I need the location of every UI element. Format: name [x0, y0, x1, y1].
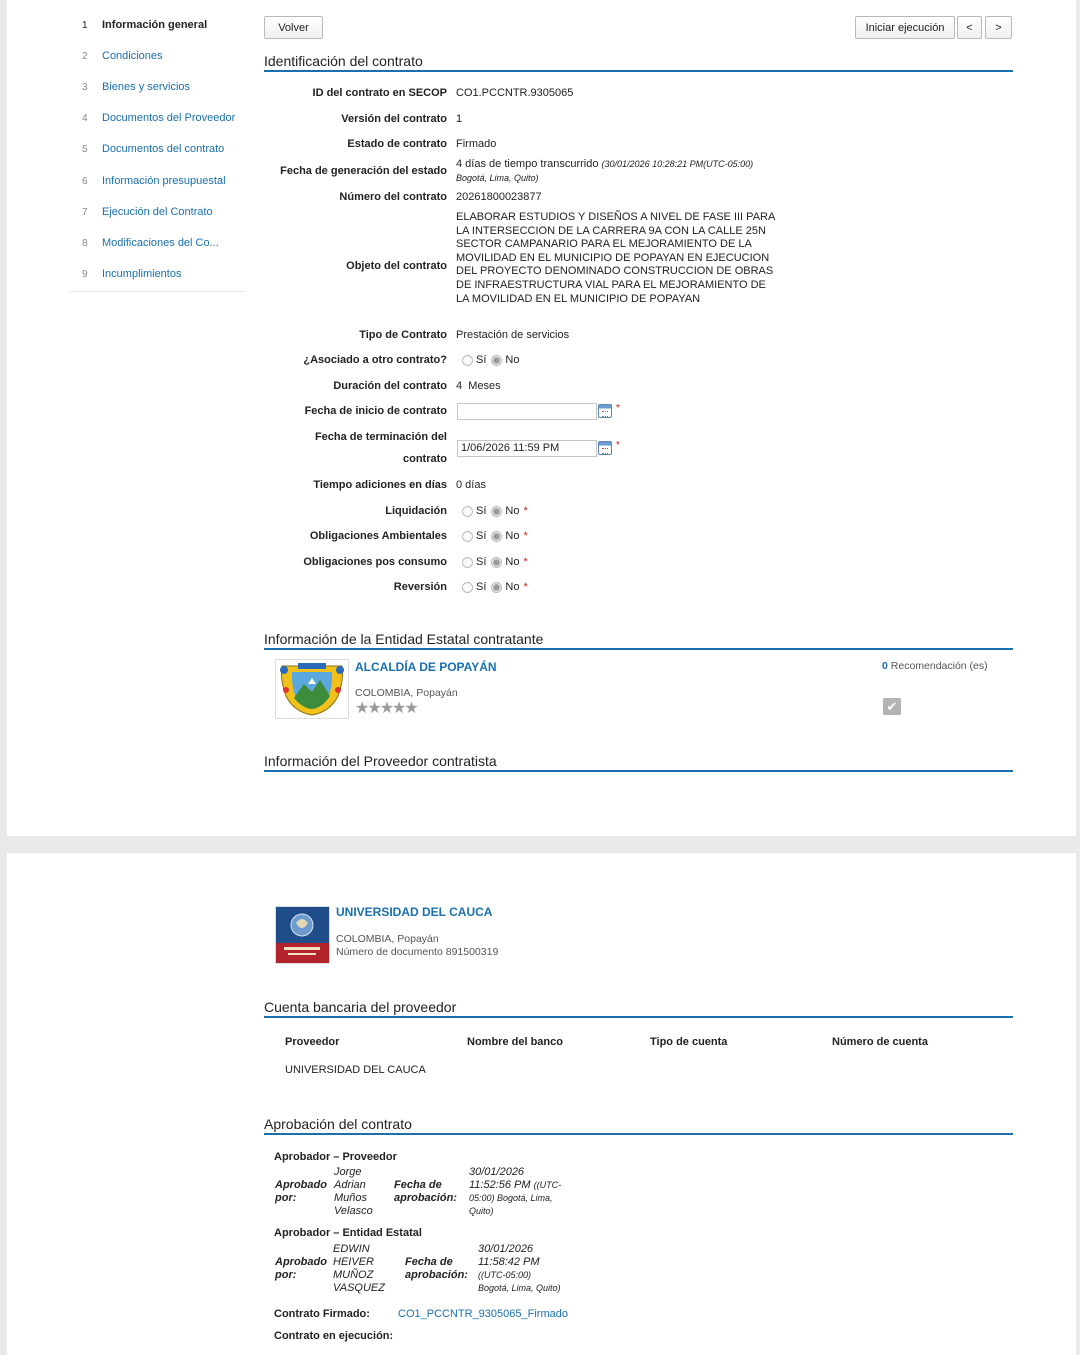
inicio-date-input[interactable]: [457, 403, 597, 420]
approval-date-line: 11:58:42 PM: [478, 1256, 540, 1268]
section-title-aprobacion: Aprobación del contrato: [264, 1116, 1013, 1135]
approval-tz-line: ((UTC-05:00): [478, 1270, 532, 1280]
posconsumo-si-label: Sí: [476, 556, 487, 568]
star-icon: ★: [379, 700, 393, 717]
asociado-no-radio[interactable]: [491, 355, 502, 366]
posconsumo-no-radio[interactable]: [491, 557, 502, 568]
ambientales-label: Obligaciones Ambientales: [309, 530, 447, 542]
approved-by-label: [275, 1179, 327, 1205]
asociado-si-label: Sí: [476, 354, 487, 366]
sidebar-item-informacion-presupuestal[interactable]: 6 Información presupuestal: [82, 175, 226, 187]
approver-entity-title: Aprobador – Entidad Estatal: [274, 1227, 422, 1239]
asociado-no-label: No: [505, 354, 520, 366]
liquidacion-radio-group: [462, 505, 528, 517]
tipo-value: Prestación de servicios: [456, 329, 570, 341]
estado-label: Estado de contrato: [347, 138, 447, 150]
posconsumo-si-radio[interactable]: [462, 557, 473, 568]
duracion-value: [456, 380, 501, 392]
required-mark: *: [616, 440, 620, 451]
sidebar-item-incumplimientos[interactable]: 9 Incumplimientos: [82, 268, 182, 280]
approval-date-line: [469, 1179, 561, 1192]
contract-panel-top: [7, 0, 1076, 836]
section-title-identificacion: Identificación del contrato: [264, 53, 1013, 72]
supplier-approval-date: [469, 1166, 561, 1218]
terminacion-label-1: Fecha de terminación del: [314, 431, 447, 443]
approver-name-line: Velasco: [334, 1205, 373, 1217]
table-cell-proveedor: UNIVERSIDAD DEL CAUCA: [285, 1064, 426, 1076]
back-button[interactable]: Volver: [264, 16, 323, 39]
entity-location: COLOMBIA, Popayán: [355, 687, 458, 699]
column-header-numero: Número de cuenta: [832, 1036, 928, 1048]
objeto-value: ELABORAR ESTUDIOS Y DISEÑOS A NIVEL DE FASE III PARA LA INTERSECCION DE LA CARRERA 9A CON LA CALLE 25N SECTOR CAMPANARIO PARA EL MEJORAMIENTO DE LA MOVILIDAD EN EL MUNICIPIO DE POPAYAN EN EJECUCION DEL PROYECTO DENOMINADO CONSTRUCCION DE OBRAS DE INFRAESTRUCTURA VIAL PARA EL MEJORAMIENTO DE LA MOVILIDAD EN EL MUNICIPIO DE POPAYAN: [456, 211, 775, 305]
required-mark: *: [523, 505, 528, 517]
approved-by-label-1: Aprobado: [275, 1256, 327, 1268]
posconsumo-no-label: No: [505, 556, 520, 568]
reversion-radio-group: [462, 581, 528, 593]
supplier-name-link[interactable]: UNIVERSIDAD DEL CAUCA: [336, 905, 493, 919]
duracion-number: 4: [456, 380, 463, 392]
sidebar-item-ejecucion-contrato[interactable]: 7 Ejecución del Contrato: [82, 206, 213, 218]
fecha-generacion-text: 4 días de tiempo transcurrido: [456, 158, 599, 170]
approver-name-line: HEIVER: [333, 1256, 374, 1268]
entity-logo: [275, 659, 349, 719]
posconsumo-label: Obligaciones pos consumo: [303, 556, 447, 568]
adiciones-label: Tiempo adiciones en días: [313, 479, 447, 491]
sidebar-item-documentos-contrato[interactable]: 5 Documentos del contrato: [82, 143, 225, 155]
universidad-cauca-logo-icon: [276, 907, 329, 963]
contract-panel-bottom: [7, 853, 1076, 1355]
entity-approval-date: [478, 1243, 561, 1295]
calendar-icon[interactable]: [598, 404, 612, 418]
ambientales-no-label: No: [505, 530, 520, 542]
star-icon: ★: [404, 700, 417, 717]
recommendation-label: Recomendación (es): [890, 660, 988, 672]
version-label: Versión del contrato: [341, 113, 447, 125]
inicio-label: Fecha de inicio de contrato: [304, 405, 447, 417]
approver-name-line: VASQUEZ: [333, 1282, 385, 1294]
approval-date-label-2: aprobación:: [405, 1269, 468, 1281]
star-icon: ★: [355, 700, 368, 717]
approver-name-line: EDWIN: [333, 1243, 370, 1255]
approver-supplier-title: Aprobador – Proveedor: [274, 1151, 397, 1163]
approval-tz: ((UTC-: [533, 1180, 562, 1190]
liquidacion-label: Liquidación: [385, 505, 447, 517]
approver-name-line: MUÑOZ: [333, 1269, 374, 1281]
liquidacion-si-label: Sí: [476, 505, 487, 517]
liquidacion-no-label: No: [505, 505, 520, 517]
approved-by-label-2: por:: [275, 1192, 297, 1204]
required-mark: *: [523, 530, 528, 542]
required-mark: *: [616, 403, 620, 414]
version-value: 1: [456, 113, 463, 125]
ambientales-si-radio[interactable]: [462, 531, 473, 542]
approval-tz-line: Quito): [469, 1206, 494, 1216]
estado-value: Firmado: [456, 138, 497, 150]
ambientales-no-radio[interactable]: [491, 531, 502, 542]
prev-button[interactable]: <: [957, 16, 982, 39]
terminacion-date-input[interactable]: 1/06/2026 11:59 PM: [457, 440, 597, 457]
supplier-location: COLOMBIA, Popayán: [336, 933, 439, 945]
approval-date-line: 30/01/2026: [478, 1243, 534, 1255]
fecha-generacion-value: [456, 158, 753, 170]
fecha-generacion-tz: Bogotá, Lima, Quito): [456, 173, 539, 183]
popayan-coat-of-arms-icon: [276, 660, 348, 718]
star-icon: ★: [392, 700, 405, 717]
start-execution-button[interactable]: Iniciar ejecución: [855, 16, 955, 39]
asociado-label: ¿Asociado a otro contrato?: [303, 354, 447, 366]
approver-name-line: Adrian: [334, 1179, 366, 1191]
sidebar-divider: [69, 291, 245, 292]
approver-name-line: Muños: [334, 1192, 368, 1204]
reversion-no-label: No: [505, 581, 520, 593]
sidebar-item-modificaciones[interactable]: 8 Modificaciones del Co...: [82, 237, 219, 249]
approval-tz-line: Bogotá, Lima, Quito): [478, 1283, 561, 1293]
fecha-generacion-detail: (30/01/2026 10:28:21 PM(UTC-05:00): [601, 159, 754, 169]
approved-by-label-1: Aprobado: [275, 1179, 327, 1191]
terminacion-label-2: contrato: [403, 453, 447, 465]
recommendation-count[interactable]: 0: [882, 660, 888, 672]
duracion-unit: Meses: [468, 380, 501, 392]
execution-contract-label: Contrato en ejecución:: [274, 1330, 394, 1342]
objeto-label: Objeto del contrato: [346, 260, 447, 272]
asociado-si-radio[interactable]: [462, 355, 473, 366]
id-contrato-value: CO1.PCCNTR.9305065: [456, 87, 574, 99]
ambientales-si-label: Sí: [476, 530, 487, 542]
id-contrato-label: ID del contrato en SECOP: [312, 87, 447, 99]
ambientales-radio-group: [462, 530, 528, 542]
posconsumo-radio-group: [462, 556, 528, 568]
signed-contract-link[interactable]: CO1_PCCNTR_9305065_Firmado: [398, 1308, 568, 1320]
reversion-no-radio[interactable]: [491, 582, 502, 593]
fecha-generacion-label: Fecha de generación del estado: [280, 165, 447, 177]
sidebar-item-documentos-proveedor[interactable]: 4 Documentos del Proveedor: [82, 112, 236, 124]
approval-date-label-1: Fecha de: [405, 1256, 453, 1268]
liquidacion-si-radio[interactable]: [462, 506, 473, 517]
approved-by-label: [275, 1256, 327, 1282]
adiciones-value: 0 días: [456, 479, 486, 491]
section-title-proveedor: Información del Proveedor contratista: [264, 753, 1013, 772]
asociado-radio-group: [462, 354, 519, 366]
reversion-si-radio[interactable]: [462, 582, 473, 593]
required-mark: *: [523, 556, 528, 568]
reversion-label: Reversión: [393, 581, 447, 593]
checkmark-icon[interactable]: ✔: [883, 698, 901, 715]
signed-contract-label: Contrato Firmado:: [274, 1308, 370, 1320]
entity-name-link[interactable]: ALCALDÍA DE POPAYÁN: [355, 660, 497, 674]
next-button[interactable]: >: [985, 16, 1012, 39]
approval-date-label: [405, 1256, 468, 1282]
supplier-logo: [275, 906, 330, 964]
sidebar-item-informacion-general[interactable]: 1 Información general: [82, 19, 208, 31]
approver-name-line: Jorge: [334, 1166, 362, 1178]
section-title-entidad: Información de la Entidad Estatal contratante: [264, 631, 1013, 650]
numero-value: 20261800023877: [456, 191, 542, 203]
liquidacion-no-radio[interactable]: [491, 506, 502, 517]
recommendations: [882, 660, 988, 672]
supplier-document: Número de documento 891500319: [336, 946, 499, 958]
approval-date-line: 30/01/2026: [469, 1166, 525, 1178]
duracion-label: Duración del contrato: [333, 380, 447, 392]
tipo-label: Tipo de Contrato: [359, 329, 447, 341]
approved-by-label-2: por:: [275, 1269, 297, 1281]
approval-tz-line: 05:00) Bogotá, Lima,: [469, 1193, 553, 1203]
approval-date-label: [394, 1179, 457, 1205]
sidebar-item-condiciones[interactable]: 2 Condiciones: [82, 50, 163, 62]
sidebar-item-bienes-servicios[interactable]: 3 Bienes y servicios: [82, 81, 191, 93]
column-header-banco: Nombre del banco: [467, 1036, 563, 1048]
numero-label: Número del contrato: [339, 191, 447, 203]
entity-rating: [355, 698, 417, 718]
supplier-approver-name: [334, 1166, 373, 1218]
required-mark: *: [523, 581, 528, 593]
reversion-si-label: Sí: [476, 581, 487, 593]
calendar-icon[interactable]: [598, 441, 612, 455]
star-icon: ★: [367, 700, 380, 717]
approval-date-label-2: aprobación:: [394, 1192, 457, 1204]
column-header-tipo: Tipo de cuenta: [650, 1036, 728, 1048]
entity-approver-name: [333, 1243, 385, 1295]
approval-time: 11:52:56 PM: [469, 1179, 531, 1191]
section-title-cuenta: Cuenta bancaria del proveedor: [264, 999, 1013, 1018]
approval-date-label-1: Fecha de: [394, 1179, 442, 1191]
column-header-proveedor: Proveedor: [285, 1036, 340, 1048]
